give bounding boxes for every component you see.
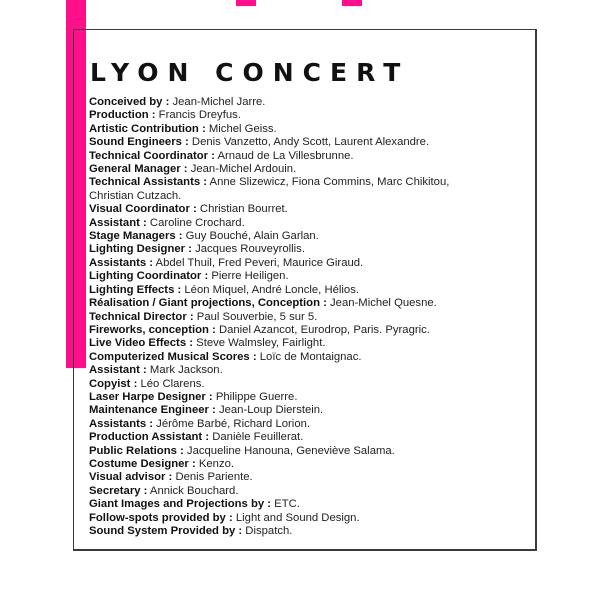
pink-accent-top-right (342, 0, 362, 6)
credit-name: Jean-Michel Jarre. (169, 96, 266, 108)
credit-role: Conceived by : (89, 96, 170, 108)
credit-line (89, 163, 529, 176)
credit-role: Production Assistant : (89, 431, 210, 444)
credit-name: Philippe Guerre. (212, 390, 298, 403)
credit-line (89, 270, 529, 283)
credit-line (89, 391, 529, 404)
credit-role: Public Relations : (89, 444, 184, 457)
credit-line (89, 378, 529, 391)
credit-line-continued (89, 190, 529, 203)
credit-line (89, 136, 529, 149)
credit-line (89, 525, 529, 538)
credit-role: Lighting Coordinator : (89, 270, 209, 283)
credit-name: Christian Bourret. (196, 203, 288, 216)
credit-line (89, 284, 529, 297)
credit-name: Francis Dreyfus. (155, 109, 241, 122)
pink-accent-corner (66, 0, 86, 30)
credit-role: Computerized Musical Scores : (89, 350, 257, 363)
credit-name: Jacques Rouveyrollis. (191, 243, 305, 256)
frame-shadow-right (535, 29, 537, 550)
credit-name: Léo Clarens. (137, 377, 205, 390)
credits-list (89, 96, 529, 538)
pink-accent-top-left (236, 0, 256, 6)
credit-name: Paul Souverbie, 5 sur 5. (193, 310, 318, 323)
credit-role: Assistant : (89, 364, 147, 377)
credit-role: Production : (89, 109, 156, 122)
credit-name: Mark Jackson. (146, 364, 223, 377)
credit-role: Fireworks, conception : (89, 323, 216, 336)
credit-line (89, 418, 529, 431)
credit-line (89, 431, 529, 444)
credit-name: Jean-Loup Dierstein. (215, 404, 324, 417)
credit-line (89, 96, 529, 109)
credit-line (89, 150, 529, 163)
credit-name: Light and Sound Design. (232, 511, 360, 524)
credit-name: Pierre Heiligen. (208, 270, 289, 283)
credit-line (89, 404, 529, 417)
credit-name: Steve Walmsley, Fairlight. (193, 337, 326, 350)
credit-role: Visual advisor : (89, 471, 173, 484)
credit-role: General Manager : (89, 163, 188, 176)
credit-name: Dispatch. (242, 525, 293, 537)
credit-name: Arnaud de La Villesbrunne. (214, 149, 354, 162)
credit-line (89, 257, 529, 270)
credit-role: Stage Managers : (89, 230, 183, 243)
credit-name: Denis Vanzetto, Andy Scott, Laurent Alexandre. (188, 136, 430, 149)
credit-role: Follow-spots provided by : (89, 511, 233, 524)
credit-line (89, 230, 529, 243)
credit-line (89, 203, 529, 216)
credit-role: Technical Coordinator : (89, 149, 215, 162)
credit-line (89, 498, 529, 511)
credit-line (89, 311, 529, 324)
credit-name: Anne Slizewicz, Fiona Commins, Marc Chikitou, (207, 176, 450, 189)
credit-name: Kenzo. (195, 457, 235, 470)
credit-name: Guy Bouché, Alain Garlan. (182, 230, 319, 243)
credit-name: Christian Cutzach. (89, 189, 182, 202)
credit-name: Danièle Feuillerat. (209, 431, 304, 444)
credit-line (89, 512, 529, 525)
credit-role: Maintenance Engineer : (89, 404, 216, 417)
credit-name: Denis Pariente. (172, 471, 253, 484)
credit-name: Annick Bouchard. (147, 484, 239, 497)
credit-role: Costume Designer : (89, 457, 196, 470)
credit-line (89, 123, 529, 136)
credit-line (89, 217, 529, 230)
credit-role: Réalisation / Giant projections, Conception : (89, 297, 327, 310)
credit-role: Laser Harpe Designer : (89, 390, 213, 403)
credit-line (89, 109, 529, 122)
credit-line (89, 364, 529, 377)
credit-role: Technical Assistants : (89, 176, 208, 189)
credit-role: Assistant : (89, 216, 147, 229)
credit-name: Daniel Azancot, Eurodrop, Paris. Pyragric. (215, 323, 430, 336)
credit-role: Assistants : (89, 417, 154, 430)
credit-line (89, 485, 529, 498)
credit-line (89, 243, 529, 256)
credit-role: Lighting Designer : (89, 243, 192, 256)
credit-role: Live Video Effects : (89, 337, 194, 350)
credit-name: Caroline Crochard. (146, 216, 245, 229)
credit-line (89, 297, 529, 310)
credit-role: Secretary : (89, 484, 148, 497)
credit-line (89, 176, 529, 189)
credit-role: Artistic Contribution : (89, 122, 206, 135)
credit-name: Jean-Michel Quesne. (326, 297, 437, 310)
credit-role: Assistants : (89, 256, 154, 269)
credit-role: Lighting Effects : (89, 283, 182, 296)
credit-name: ETC. (271, 498, 300, 511)
credit-name: Michel Geiss. (205, 122, 277, 135)
credit-line (89, 458, 529, 471)
credit-line (89, 337, 529, 350)
credit-name: Jérôme Barbé, Richard Lorion. (153, 417, 311, 430)
credit-role: Visual Coordinator : (89, 203, 197, 216)
credit-name: Jean-Michel Ardouin. (187, 163, 297, 176)
credit-role: Sound Engineers : (89, 136, 189, 149)
credit-line (89, 445, 529, 458)
credit-line (89, 324, 529, 337)
page-title: LYON CONCERT (90, 58, 410, 87)
credit-line (89, 351, 529, 364)
credit-role: Sound System Provided by : (89, 525, 243, 537)
credit-name: Loïc de Montaignac. (256, 350, 362, 363)
credit-name: Abdel Thuil, Fred Peveri, Maurice Giraud. (153, 256, 364, 269)
credit-line (89, 471, 529, 484)
frame-shadow-bottom (73, 549, 537, 551)
credit-name: Léon Miquel, André Loncle, Hélios. (181, 283, 359, 296)
credit-role: Technical Director : (89, 310, 194, 323)
credit-role: Giant Images and Projections by : (89, 498, 272, 511)
credit-name: Jacqueline Hanouna, Geneviève Salama. (183, 444, 395, 457)
credit-role: Copyist : (89, 377, 138, 390)
